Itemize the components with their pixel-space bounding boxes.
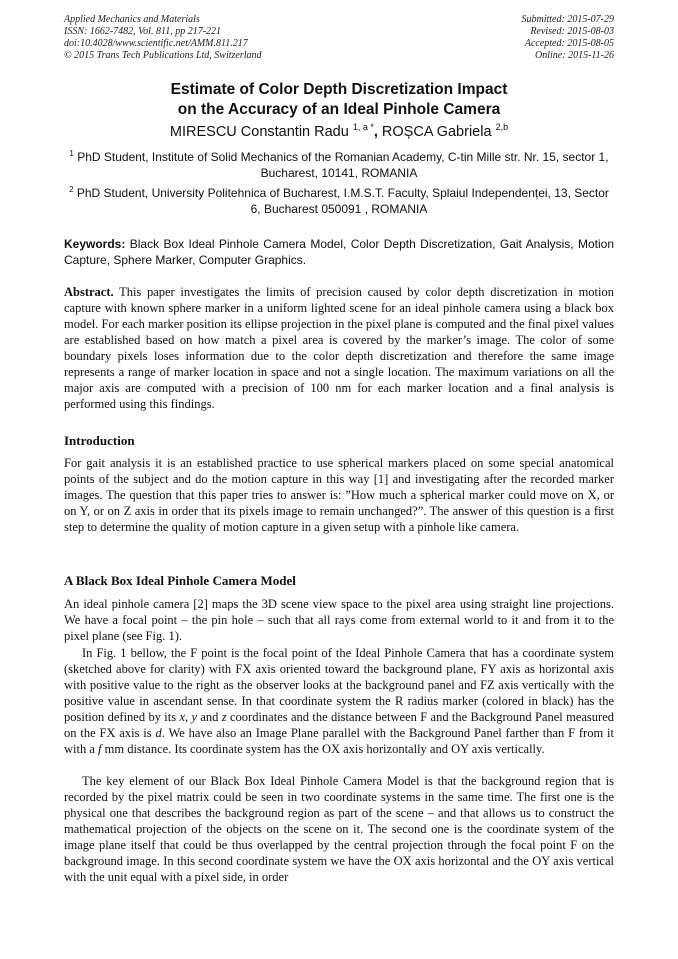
var-x: x (179, 710, 186, 724)
model-paragraph-2-text-g: mm distance. Its coordinate system has the OX axis horizontally and OY axis vertically. (101, 742, 545, 756)
model-paragraph-3: The key element of our Black Box Ideal Pinhole Camera Model is that the background region that is recorded by the pixel matrix could be seen in two coordinate systems in the same time. The first one is the physical one that describes the background region as part of the scene – and that allows us to construct the mathematical projection of the objects on the scene on it. The second one is the coordinate system of the image plane itself that could be thus overlapped by the central projection through the focal point F on the background image. In this second coordinate system we have the OX axis horizontal and the OY axis vertical with the unit equal with a pixel side, in order (64, 774, 614, 884)
journal-copyright: © 2015 Trans Tech Publications Ltd, Switzerland (64, 50, 262, 61)
var-d: d (155, 726, 162, 740)
affiliation-2-text: PhD Student, University Politehnica of Bucharest, I.M.S.T. Faculty, Splaiul Independenței, 13, Sector 6, Bucharest 050091 , ROMANIA (73, 186, 609, 216)
affiliation-1 (64, 149, 614, 181)
affiliation-2 (64, 185, 614, 217)
keywords-text: Black Box Ideal Pinhole Camera Model, Color Depth Discretization, Gait Analysis, Motion Capture, Sphere Marker, Computer Graphics. (64, 237, 614, 267)
journal-name: Applied Mechanics and Materials (64, 14, 200, 25)
date-submitted: Submitted: 2015-07-29 (521, 14, 614, 25)
author-1: MIRESCU Constantin Radu (169, 124, 353, 140)
author-2: ROȘCA Gabriela (381, 124, 496, 140)
introduction-paragraph: For gait analysis it is an established practice to use spherical markers placed on some special anatomical points of the subject and do the motion capture in this way [1] and investigating after the recorded marker images. The question that this paper tries to answer is: ”How much a spherical marker could move on X, or on Y, or on Z axis in order that its pixels image to remain unchanged?”. The answer of this question is a first step to determine the quality of motion capture in a given setup with a pinhole like camera. (64, 456, 614, 534)
journal-header (64, 14, 262, 62)
model-paragraph-2-text-c: and (197, 710, 222, 724)
author-1-affiliation-mark: 1, a * (352, 122, 374, 132)
author-2-affiliation-mark: 2,b (495, 122, 509, 132)
date-accepted: Accepted: 2015-08-05 (524, 38, 614, 49)
abstract-text: This paper investigates the limits of precision caused by color depth discretization in motion capture with known sphere marker in a uniform lighted scene for an ideal pinhole camera using a black box model. For each marker position its ellipse projection in the pixel plane is computed and the final pixel values are established based on how match a pixel area is covered by the marker’s image. The color of some boundary pixels loses information due to the color depth discretization and therefore the same image represents a range of marker location in space and not a single location. The maximum variations on all the major axis are computed with a precision of 100 nm for each marker location and a final analysis is performed using this findings. (64, 285, 614, 411)
dates-header (522, 14, 615, 62)
title-line-1: Estimate of Color Depth Discretization Impact (170, 81, 508, 98)
model-paragraph-2-text-e: . We have also an Image Plane parallel with the Background Panel farther than F from it with a (64, 726, 614, 756)
journal-issn: ISSN: 1662-7482, Vol. 811, pp 217-221 (64, 26, 222, 37)
model-paragraph-2-text-d: coordinates and the distance between F and the Background Panel measured on the FX axis is (64, 710, 614, 740)
keywords-label: Keywords: (64, 237, 126, 251)
model-section-heading: A Black Box Ideal Pinhole Camera Model (64, 573, 296, 588)
keywords (64, 236, 614, 268)
var-y: y (191, 710, 198, 724)
abstract-label: Abstract. (64, 285, 114, 299)
model-paragraph-2 (64, 645, 614, 757)
date-online: Online: 2015-11-26 (535, 50, 614, 61)
model-paragraph-2-text-b: , (185, 710, 192, 724)
paper-title (64, 80, 614, 120)
journal-doi: doi:10.4028/www.scientific.net/AMM.811.217 (64, 38, 248, 49)
model-paragraph-2-text-a: In Fig. 1 bellow, the F point is the focal point of the Ideal Pinhole Camera that has a coordinate system (sketched above for clarity) with FX axis oriented toward the background plane, FY axis as horizontal axis with positive value to the right as the observer looks at the background panel and FZ axis vertically with the positive value in ascendant sense. In that coordinate system the R radius marker (colored in black) has the position defined by its (64, 646, 614, 724)
introduction-heading: Introduction (64, 433, 135, 448)
abstract (64, 284, 614, 412)
affiliation-2-mark: 2 (69, 185, 74, 194)
affiliation-1-text: PhD Student, Institute of Solid Mechanics of the Romanian Academy, C-tin Mille str. Nr. 15, sector 1, Bucharest, 10141, ROMANIA (73, 150, 609, 180)
affiliation-1-mark: 1 (69, 149, 74, 158)
author-separator: , (373, 124, 382, 140)
date-revised: Revised: 2015-08-03 (530, 26, 614, 37)
var-z: z (221, 710, 227, 724)
author-list (64, 123, 614, 141)
model-paragraph-1: An ideal pinhole camera [2] maps the 3D scene view space to the pixel area using straight line projections. We have a focal point – the pin hole – such that all rays come from external world to it and from it to the pixel plane (see Fig. 1). (64, 597, 614, 643)
var-f: f (98, 742, 102, 756)
title-line-2: on the Accuracy of an Ideal Pinhole Camera (177, 101, 501, 118)
